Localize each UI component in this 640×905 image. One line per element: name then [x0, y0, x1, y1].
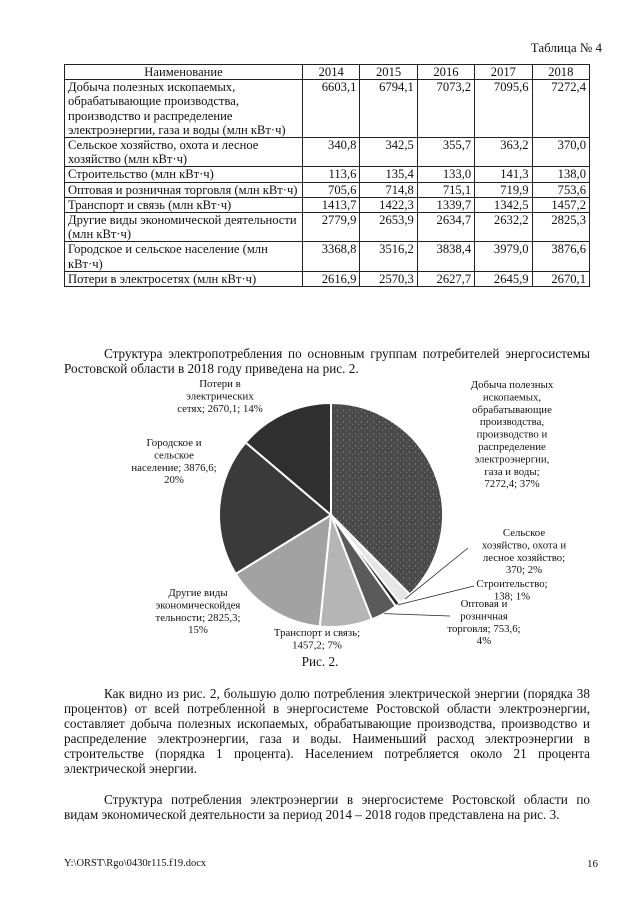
slice-label: Сельское хозяйство, охота и лесное хозяйство; 370; 2% — [481, 527, 567, 577]
figure-caption: Рис. 2. — [301, 654, 339, 669]
footer-file-path: Y:\ORST\Rgo\0430r115.f19.docx — [64, 858, 207, 869]
cell-value: 135,4 — [360, 167, 417, 182]
slice-label: Строительство; 138; 1% — [476, 578, 548, 603]
cell-value: 7095,6 — [475, 80, 532, 138]
leader-line — [384, 614, 450, 616]
cell-value: 2645,9 — [475, 271, 532, 286]
header-cell: 2017 — [475, 65, 532, 80]
cell-value: 705,6 — [303, 182, 360, 197]
table-caption: Таблица № 4 — [530, 40, 602, 55]
cell-value: 7272,4 — [532, 80, 589, 138]
cell-value: 2670,1 — [532, 271, 589, 286]
paragraph-analysis: Как видно из рис. 2, большую долю потребления электрической энергии (порядка 38 процентов) от всей потребленной в энергосистеме Ростовской области электроэнергии, составляет добыча полезных ископаемых, обрабатывающие производства, производство и распределение электроэнергии, газа и воды. Наименьший расход электроэнергии в строительстве (порядка 1 процента). Населением потребляется около 21 процента электрической энергии. — [64, 686, 590, 776]
cell-value: 753,6 — [532, 182, 589, 197]
paragraph-intro: Структура электропотребления по основным группам потребителей энергосистемы Ростовской области в 2018 году приведена на рис. 2. — [64, 346, 590, 376]
cell-value: 113,6 — [303, 167, 360, 182]
cell-value: 715,1 — [417, 182, 474, 197]
cell-value: 2653,9 — [360, 213, 417, 242]
cell-value: 7073,2 — [417, 80, 474, 138]
row-name: Потери в электросетях (млн кВт·ч) — [65, 271, 303, 286]
header-cell: 2015 — [360, 65, 417, 80]
cell-value: 719,9 — [475, 182, 532, 197]
row-name: Строительство (млн кВт·ч) — [65, 167, 303, 182]
cell-value: 2616,9 — [303, 271, 360, 286]
cell-value: 3516,2 — [360, 242, 417, 271]
cell-value: 370,0 — [532, 138, 589, 167]
slice-label: Городское и сельское население; 3876,6; 20% — [131, 437, 217, 487]
row-name: Добыча полезных ископаемых, обрабатывающие производства, производство и распределение электроэнергии, газа и воды (млн кВт·ч) — [65, 80, 303, 138]
cell-value: 714,8 — [360, 182, 417, 197]
cell-value: 2634,7 — [417, 213, 474, 242]
cell-value: 6603,1 — [303, 80, 360, 138]
cell-value: 1413,7 — [303, 197, 360, 212]
cell-value: 3979,0 — [475, 242, 532, 271]
cell-value: 2570,3 — [360, 271, 417, 286]
cell-value: 342,5 — [360, 138, 417, 167]
slice-label: Транспорт и связь; 1457,2; 7% — [273, 627, 361, 652]
slice-label: Добыча полезных ископаемых, обрабатывающие производства, производство и распределение электроэнергии, газа и воды; 7272,4; 37% — [470, 379, 554, 491]
cell-value: 355,7 — [417, 138, 474, 167]
cell-value: 3838,4 — [417, 242, 474, 271]
slice-label: Оптовая и розничная торговля; 753,6; 4% — [447, 598, 521, 648]
paragraph-next: Структура потребления электроэнергии в энергосистеме Ростовской области по видам экономической деятельности за период 2014 – 2018 годов представлена на рис. 3. — [64, 792, 590, 822]
cell-value: 1422,3 — [360, 197, 417, 212]
header-cell: 2018 — [532, 65, 589, 80]
cell-value: 363,2 — [475, 138, 532, 167]
cell-value: 141,3 — [475, 167, 532, 182]
header-cell: 2014 — [303, 65, 360, 80]
cell-value: 2779,9 — [303, 213, 360, 242]
row-name: Транспорт и связь (млн кВт·ч) — [65, 197, 303, 212]
cell-value: 1339,7 — [417, 197, 474, 212]
header-cell: 2016 — [417, 65, 474, 80]
cell-value: 6794,1 — [360, 80, 417, 138]
row-name: Сельское хозяйство, охота и лесное хозяйство (млн кВт·ч) — [65, 138, 303, 167]
row-name: Городское и сельское население (млн кВт·ч) — [65, 242, 303, 271]
cell-value: 133,0 — [417, 167, 474, 182]
row-name: Оптовая и розничная торговля (млн кВт·ч) — [65, 182, 303, 197]
cell-value: 1342,5 — [475, 197, 532, 212]
row-name: Другие виды экономической деятельности (млн кВт·ч) — [65, 213, 303, 242]
cell-value: 340,8 — [303, 138, 360, 167]
cell-value: 2627,7 — [417, 271, 474, 286]
header-cell: Наименование — [65, 65, 303, 80]
slice-label: Другие виды экономическойдея тельности; 2825,3; 15% — [155, 587, 241, 637]
cell-value: 2825,3 — [532, 213, 589, 242]
cell-value: 3368,8 — [303, 242, 360, 271]
page-number: 16 — [587, 858, 598, 870]
cell-value: 1457,2 — [532, 197, 589, 212]
cell-value: 138,0 — [532, 167, 589, 182]
cell-value: 3876,6 — [532, 242, 589, 271]
slice-label: Потери в электрических сетях; 2670,1; 14% — [177, 378, 263, 415]
cell-value: 2632,2 — [475, 213, 532, 242]
